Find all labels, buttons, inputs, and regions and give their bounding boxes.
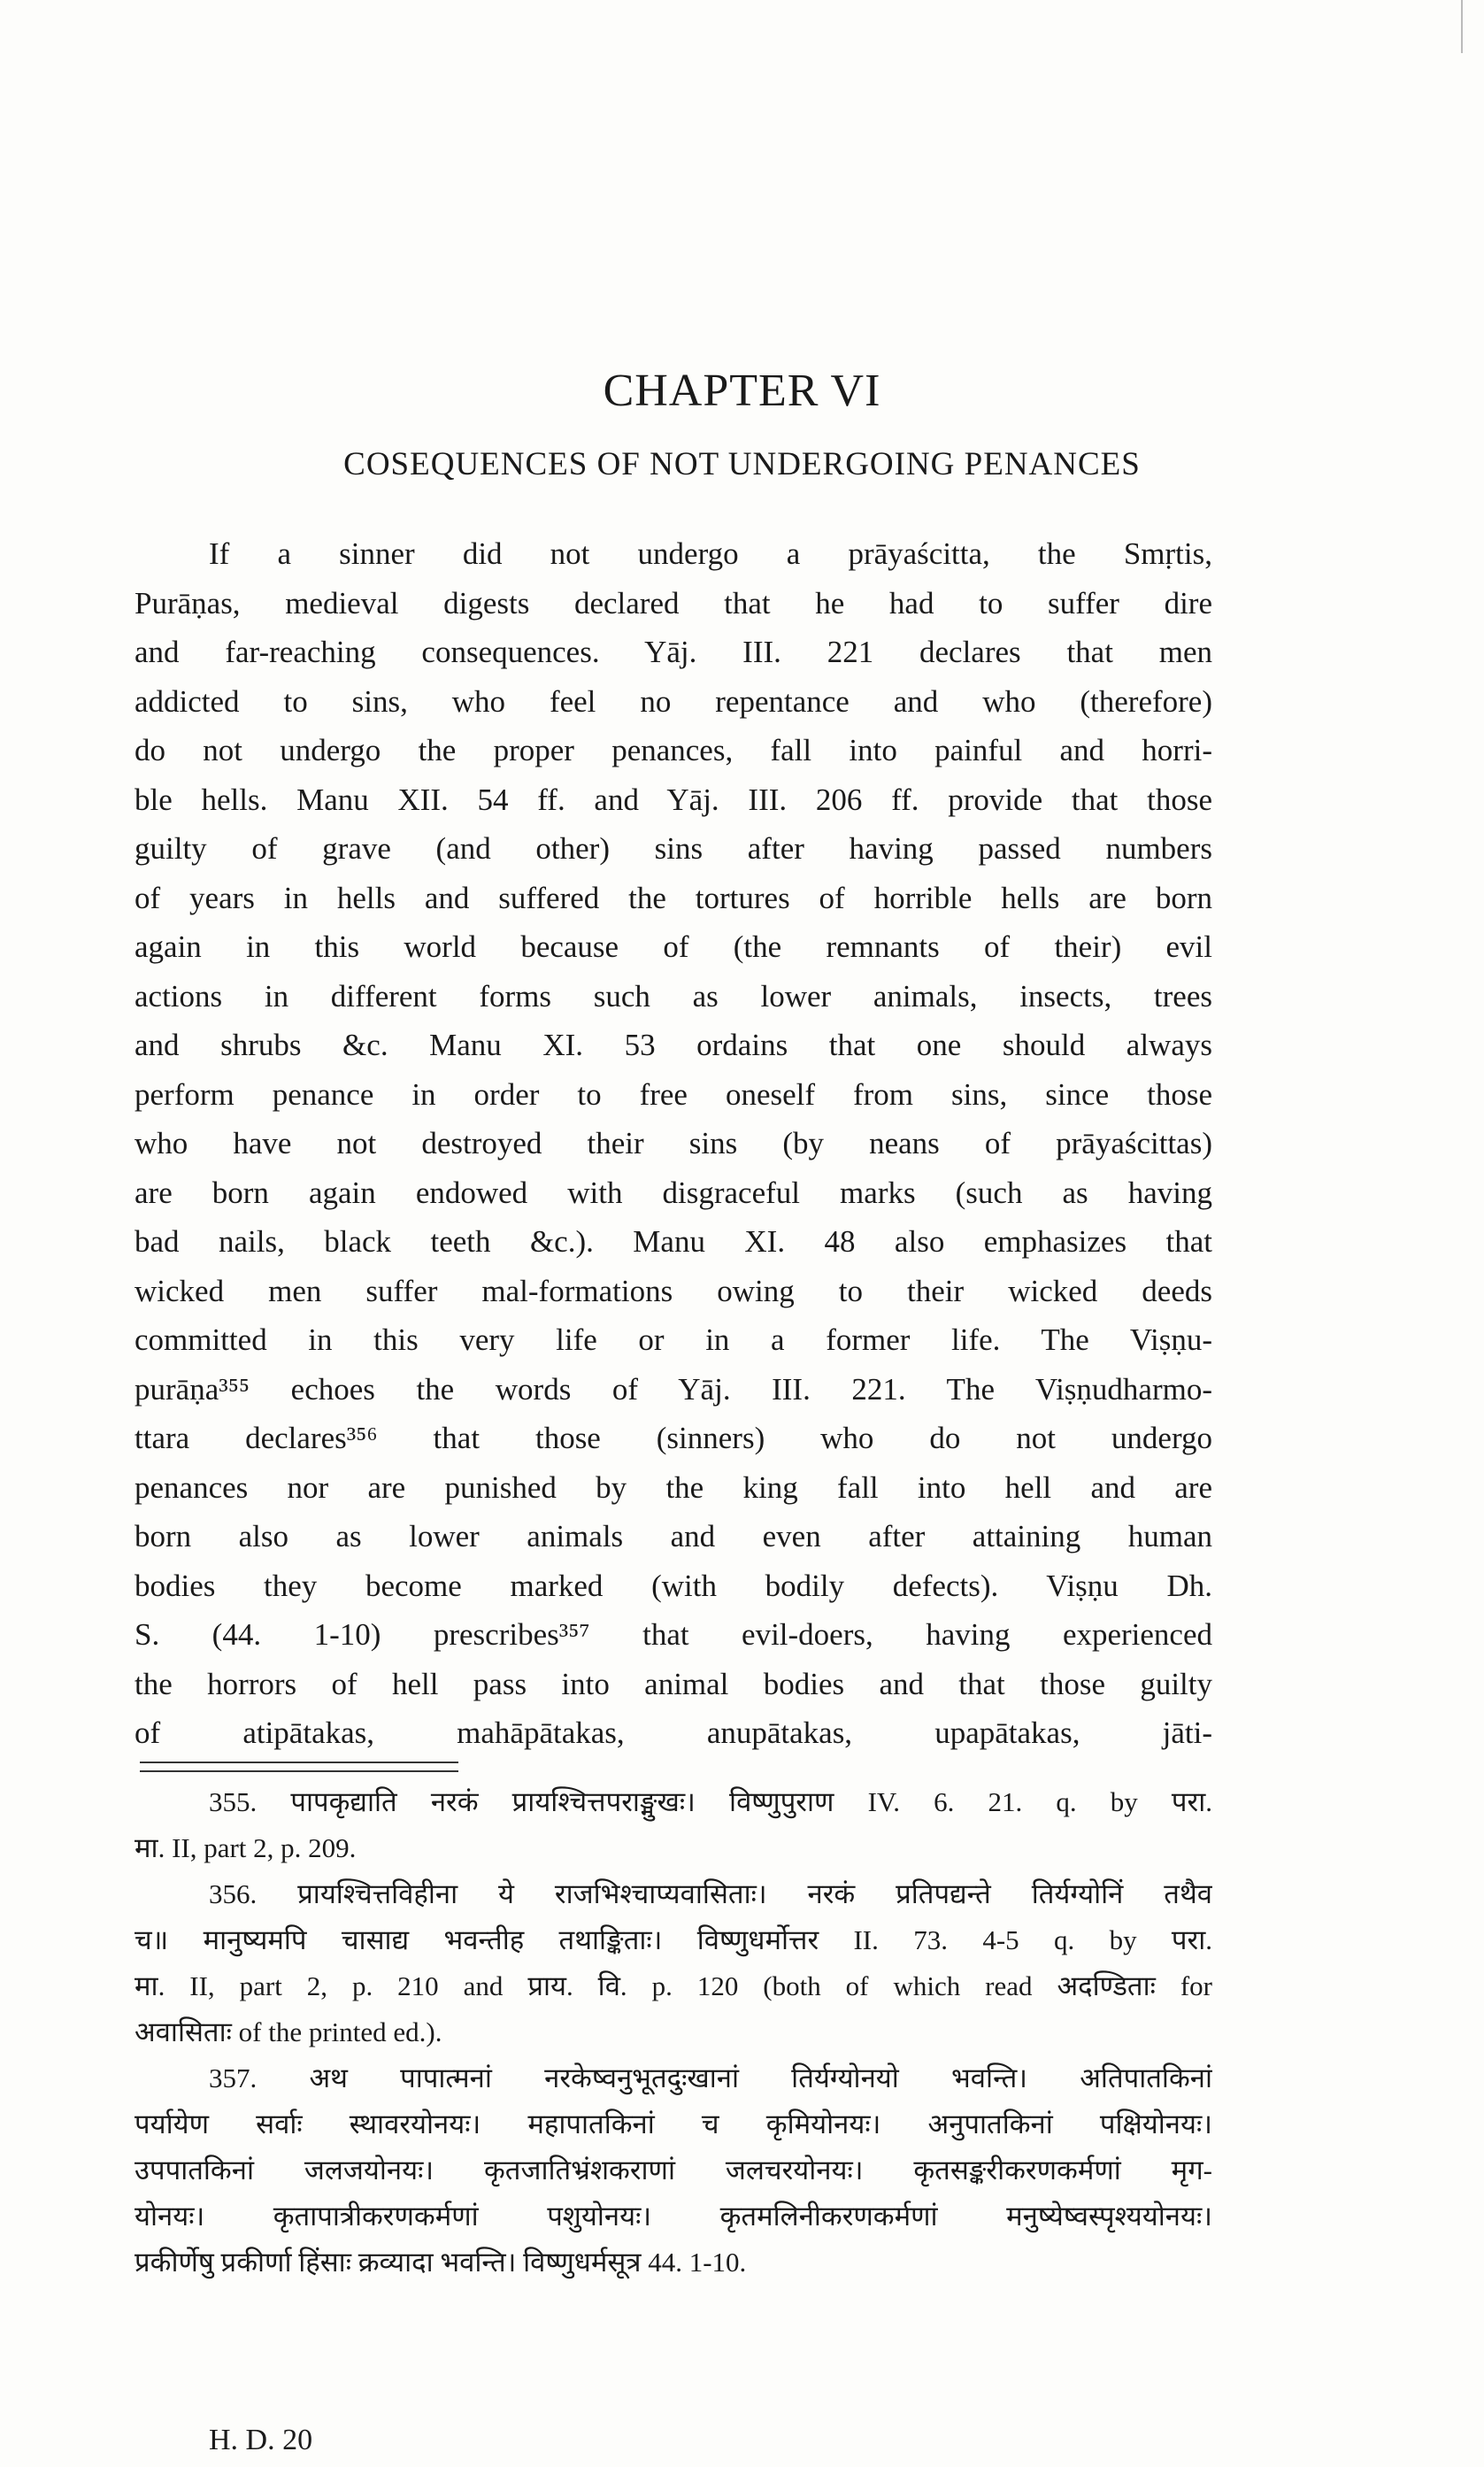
footnote-line: उपपातकिनां जलजयोनयः। कृतजातिभ्रंशकराणां जलचरयोनयः। कृतसङ्करीकरणकर्मणां मृग-: [135, 2155, 1212, 2186]
footnote-line: पर्यायेण सर्वाः स्थावरयोनयः। महापातकिनां च कृमियोनयः। अनुपातकिनां पक्षियोनयः।: [135, 2109, 1212, 2139]
scan-edge-mark: [1461, 0, 1463, 53]
body-line: Purāṇas, medieval digests declared that he had to suffer dire: [135, 585, 1212, 621]
body-paragraph: [135, 529, 1212, 1758]
chapter-subtitle: COSEQUENCES OF NOT UNDERGOING PENANCES: [343, 446, 1141, 482]
body-line: bad nails, black teeth &c.). Manu XI. 48 also emphasizes that: [135, 1224, 1212, 1259]
chapter-title: CHAPTER VI: [603, 366, 881, 416]
body-line: wicked men suffer mal-formations owing to their wicked deeds: [135, 1273, 1212, 1308]
body-line: S. (44. 1-10) prescribes³⁵⁷ that evil-doers, having experienced: [135, 1617, 1212, 1652]
footnote-separator-rule: [140, 1762, 458, 1772]
body-line: guilty of grave (and other) sins after having passed numbers: [135, 831, 1212, 866]
footnote-355: 355. पापकृद्याति नरकं प्रायश्चित्तपराङ्मुखः। विष्णुपुराण IV. 6. 21. q. by परा.: [209, 1786, 1212, 1817]
footnote-357: 357. अथ पापात्मनां नरकेष्वनुभूतदुःखानां तिर्यग्योनयो भवन्ति। अतिपातकिनां: [209, 2062, 1212, 2093]
footnotes: [135, 1779, 1212, 2286]
body-line: addicted to sins, who feel no repentance and who (therefore): [135, 683, 1212, 719]
body-line: purāṇa³⁵⁵ echoes the words of Yāj. III. 221. The Viṣṇudharmo-: [135, 1371, 1212, 1407]
body-line: of years in hells and suffered the tortures of horrible hells are born: [135, 880, 1212, 915]
body-line: of atipātakas, mahāpātakas, anupātakas, upapātakas, jāti-: [135, 1715, 1212, 1750]
body-line: who have not destroyed their sins (by neans of prāyaścittas): [135, 1126, 1212, 1160]
body-line: are born again endowed with disgraceful marks (such as having: [135, 1175, 1212, 1210]
body-line: committed in this very life or in a former life. The Viṣṇu-: [135, 1322, 1212, 1357]
footnote-line: प्रकीर्णेषु प्रकीर्णा हिंसाः क्रव्यादा भवन्ति। विष्णुधर्मसूत्र 44. 1-10.: [135, 2247, 747, 2278]
body-line: and far-reaching consequences. Yāj. III. 221 declares that men: [135, 635, 1212, 669]
body-line: ttara declares³⁵⁶ that those (sinners) who do not undergo: [135, 1421, 1212, 1455]
footnote-line: योनयः। कृतापात्रीकरणकर्मणां पशुयोनयः। कृतमलिनीकरणकर्मणां मनुष्येष्वस्पृश्ययोनयः।: [135, 2201, 1212, 2232]
footnote-line: मा. II, part 2, p. 210 and प्राय. वि. p. 120 (both of which read अदण्डिताः for: [135, 1970, 1212, 2001]
body-line: the horrors of hell pass into animal bodies and that those guilty: [135, 1666, 1212, 1701]
body-line: If a sinner did not undergo a prāyaścitta, the Smṛtis,: [209, 536, 1212, 571]
printer-signature: H. D. 20: [209, 2424, 313, 2456]
body-line: do not undergo the proper penances, fall into painful and horri-: [135, 733, 1212, 767]
body-line: again in this world because of (the remnants of their) evil: [135, 929, 1212, 964]
body-line: penances nor are punished by the king fall into hell and are: [135, 1469, 1212, 1505]
body-line: actions in different forms such as lower animals, insects, trees: [135, 978, 1212, 1014]
body-line: perform penance in order to free oneself from sins, since those: [135, 1076, 1212, 1112]
body-line: and shrubs &c. Manu XI. 53 ordains that one should always: [135, 1028, 1212, 1062]
body-line: ble hells. Manu XII. 54 ff. and Yāj. III. 206 ff. provide that those: [135, 782, 1212, 817]
body-line: born also as lower animals and even after attaining human: [135, 1519, 1212, 1553]
footnote-line: मा. II, part 2, p. 209.: [135, 1832, 357, 1863]
footnote-line: च॥ मानुष्यमपि चासाद्य भवन्तीह तथाङ्किताः। विष्णुधर्मोत्तर II. 73. 4-5 q. by परा.: [135, 1924, 1212, 1955]
footnote-356: 356. प्रायश्चित्तविहीना ये राजभिश्चाप्यवासिताः। नरकं प्रतिपद्यन्ते तिर्यग्योनिं तथैव: [209, 1878, 1212, 1909]
footnote-line: अवासिताः of the printed ed.).: [135, 2016, 442, 2047]
body-line: bodies they become marked (with bodily defects). Viṣṇu Dh.: [135, 1568, 1212, 1603]
